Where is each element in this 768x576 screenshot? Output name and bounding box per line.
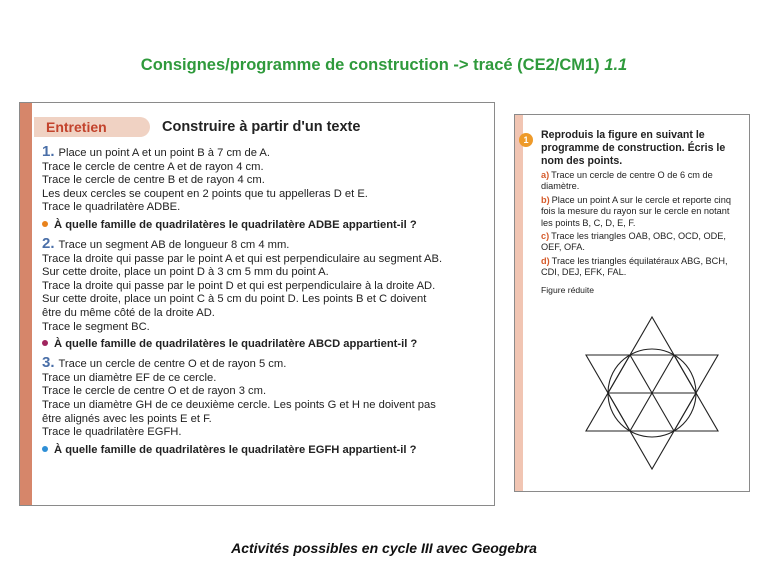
exercise-line: Trace le cercle de centre B et de rayon 4 cm. [42,174,265,187]
exercise-line: être du même côté de la droite AD. [42,306,215,319]
spoke [630,355,652,393]
exercise-line: Trace le quadrilatère EGFH. [42,426,182,439]
question-text: À quelle famille de quadrilatères le quadrilatère ADBE appartient-il ? [54,218,417,231]
exercise-line: Trace le segment BC. [42,320,150,333]
step-c [541,231,743,254]
exercise-2-question [42,338,488,350]
exercise-3 [42,356,488,440]
exercise-line: Trace un diamètre GH de ce deuxième cercle. Les points G et H ne doivent pas [42,398,436,411]
exercise-line: Sur cette droite, place un point C à 5 cm du point D. Les points B et C doivent [42,293,427,306]
spoke [652,393,674,431]
step-text: Trace un cercle de centre O de 6 cm de diamètre. [541,170,713,192]
exercise-number: 3. [42,354,55,372]
star-figure [557,313,747,473]
question-text: À quelle famille de quadrilatères le quadrilatère ABCD appartient-il ? [54,338,418,351]
step-letter: d) [541,255,550,266]
step-text: Place un point A sur le cercle et reporte cinq fois la mesure du rayon sur le cercle en notant les points B, C, D, E, F. [541,194,731,228]
left-exercise-panel [19,102,495,506]
slide-title-number: 1.1 [604,56,628,74]
exercise-line: Les deux cercles se coupent en 2 points que tu appelleras D et E. [42,187,368,200]
step-a [541,170,743,193]
exercise-line: Trace le cercle de centre A et de rayon 4 cm. [42,160,264,173]
section-heading: Construire à partir d'un texte [162,119,361,135]
figure-label: Figure réduite [541,284,595,295]
exercise-line: Trace le quadrilatère ADBE. [42,201,181,214]
step-d [541,256,743,279]
bullet-icon [42,340,48,346]
bullet-icon [42,446,48,452]
entretien-tab: Entretien [34,117,150,137]
step-letter: b) [541,194,550,205]
question-text: À quelle famille de quadrilatères le quadrilatère EGFH appartient-il ? [54,443,417,456]
slide-title-main: Consignes/programme de construction -> tracé (CE2/CM1) [140,56,605,74]
exercise-line: Trace la droite qui passe par le point A et qui est perpendiculaire au segment AB. [42,252,443,265]
bullet-icon [42,221,48,227]
right-margin-strip [515,115,523,491]
exercise-number: 1. [42,143,55,160]
exercise-1 [42,145,488,215]
right-intro: Reproduis la figure en suivant le programme de construction. Écris le nom des points. [541,129,726,167]
spoke [630,393,652,431]
slide-title [0,56,768,75]
right-exercise-panel [514,114,750,492]
exercise-line: Trace le cercle de centre O et de rayon 3 cm. [42,385,267,398]
exercise-1-question [42,219,488,231]
step-b [541,195,743,229]
step-letter: a) [541,170,550,180]
exercise-line: être alignés avec les points E et F. [42,412,212,425]
exercise-line: Trace un diamètre EF de ce cercle. [42,371,217,384]
exercise-line: Trace un segment AB de longueur 8 cm 4 mm. [58,238,290,251]
exercise-3-question [42,444,488,456]
left-margin-strip [20,103,32,505]
step-letter: c) [541,231,550,242]
step-text: Trace les triangles OAB, OBC, OCD, ODE, OEF, OFA. [541,231,726,253]
exercise-2 [42,234,488,334]
exercise-line: Sur cette droite, place un point D à 3 cm 5 mm du point A. [42,266,329,279]
step-text: Trace les triangles équilatéraux ABG, BCH, CDI, DEJ, EFK, FAL. [541,255,728,278]
exercise-line: Trace un cercle de centre O et de rayon 5 cm. [58,358,287,371]
exercise-line: Place un point A et un point B à 7 cm de A. [58,147,270,159]
exercise-number: 2. [42,234,55,252]
slide-footer: Activités possibles en cycle III avec Geogebra [231,540,537,556]
spoke [652,355,674,393]
exercise-line: Trace la droite qui passe par le point D et qui est perpendiculaire à la droite AD. [42,279,436,292]
exercise-badge: 1 [519,133,533,147]
